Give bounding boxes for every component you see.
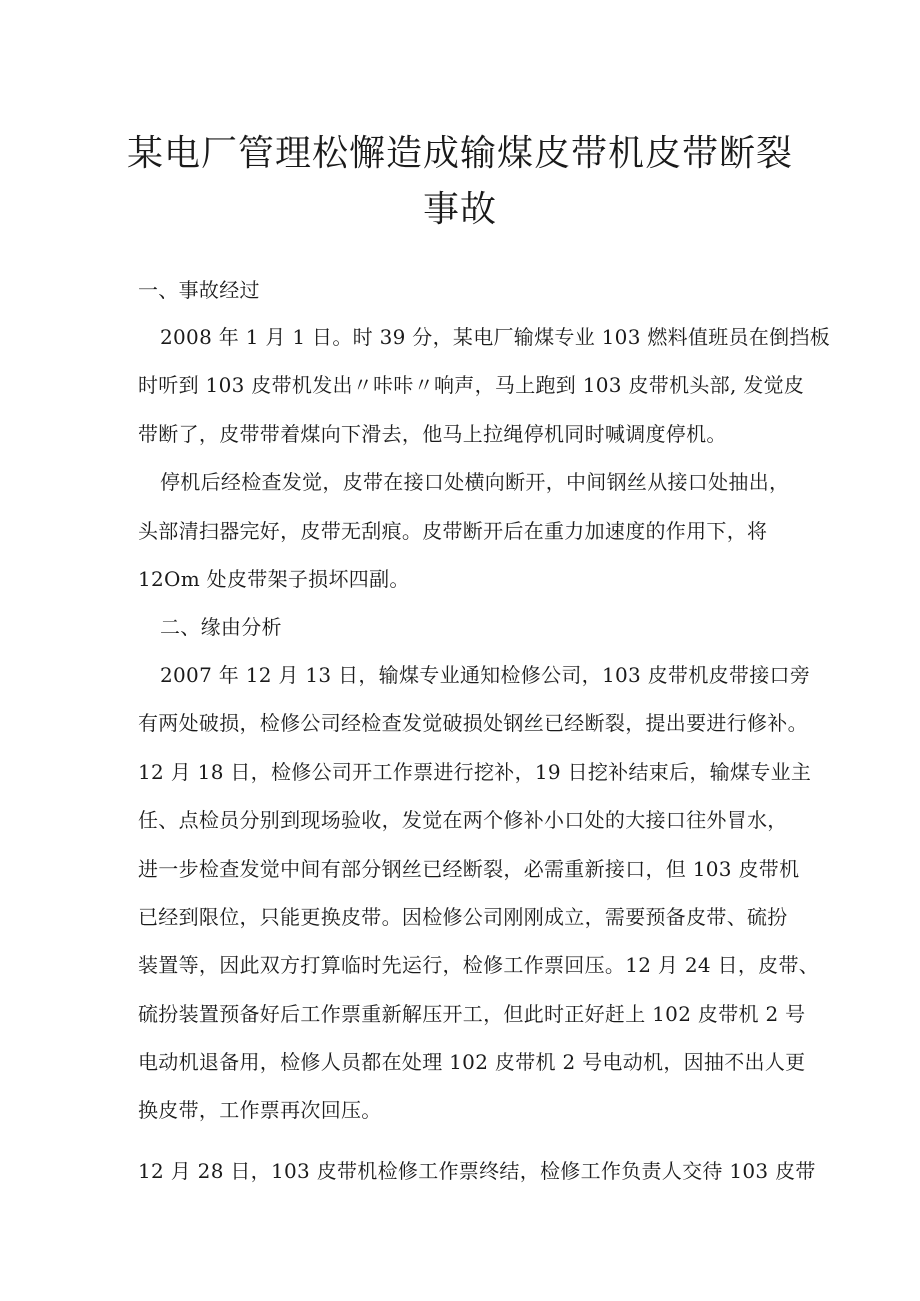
paragraph-line: 头部清扫器完好，皮带无刮痕。皮带断开后在重力加速度的作用下，将 [138,519,768,543]
paragraph-line: 2008 年 1 月 1 日。时 39 分，某电厂输煤专业 103 燃料值班员在倒挡板 [160,325,831,349]
section-heading-cause-analysis: 二、缘由分析 [160,615,282,639]
paragraph-line: 时听到 103 皮带机发出〃咔咔〃响声，马上跑到 103 皮带机头部, 发觉皮 [138,373,805,397]
paragraph-line: 任、点检员分别到现场验收，发觉在两个修补小口处的大接口往外冒水， [138,808,788,832]
section-heading-accident-process: 一、事故经过 [138,278,260,302]
document-title-line-2: 事故 [422,189,497,230]
document-title-line-1: 某电厂管理松懈造成输煤皮带机皮带断裂 [126,133,793,174]
paragraph-line: 12 月 28 日，103 皮带机检修工作票终结，检修工作负责人交待 103 皮带 [138,1159,816,1183]
paragraph-line: 12 月 18 日，检修公司开工作票进行挖补，19 日挖补结束后，输煤专业主 [138,760,812,784]
paragraph-line: 换皮带，工作票再次回压。 [138,1098,382,1122]
paragraph-line: 带断了，皮带带着煤向下滑去，他马上拉绳停机同时喊调度停机。 [138,422,727,446]
paragraph-line: 有两处破损，检修公司经检查发觉破损处钢丝已经断裂，提出要进行修补。 [138,711,808,735]
paragraph-line: 进一步检查发觉中间有部分钢丝已经断裂，必需重新接口，但 103 皮带机 [138,857,800,881]
paragraph-line: 12Om 处皮带架子损坏四副。 [138,567,410,591]
paragraph-line: 已经到限位，只能更换皮带。因检修公司刚刚成立，需要预备皮带、硫扮 [138,905,788,929]
paragraph-line: 停机后经检查发觉，皮带在接口处横向断开，中间钢丝从接口处抽出， [160,470,790,494]
paragraph-line: 装置等，因此双方打算临时先运行，检修工作票回压。12 月 24 日，皮带、 [138,953,820,977]
paragraph-line: 硫扮装置预备好后工作票重新解压开工，但此时正好赶上 102 皮带机 2 号 [138,1002,806,1026]
paragraph-line: 电动机退备用，检修人员都在处理 102 皮带机 2 号电动机，因抽不出人更 [138,1050,806,1074]
paragraph-line: 2007 年 12 月 13 日，输煤专业通知检修公司，103 皮带机皮带接口旁 [160,663,811,687]
